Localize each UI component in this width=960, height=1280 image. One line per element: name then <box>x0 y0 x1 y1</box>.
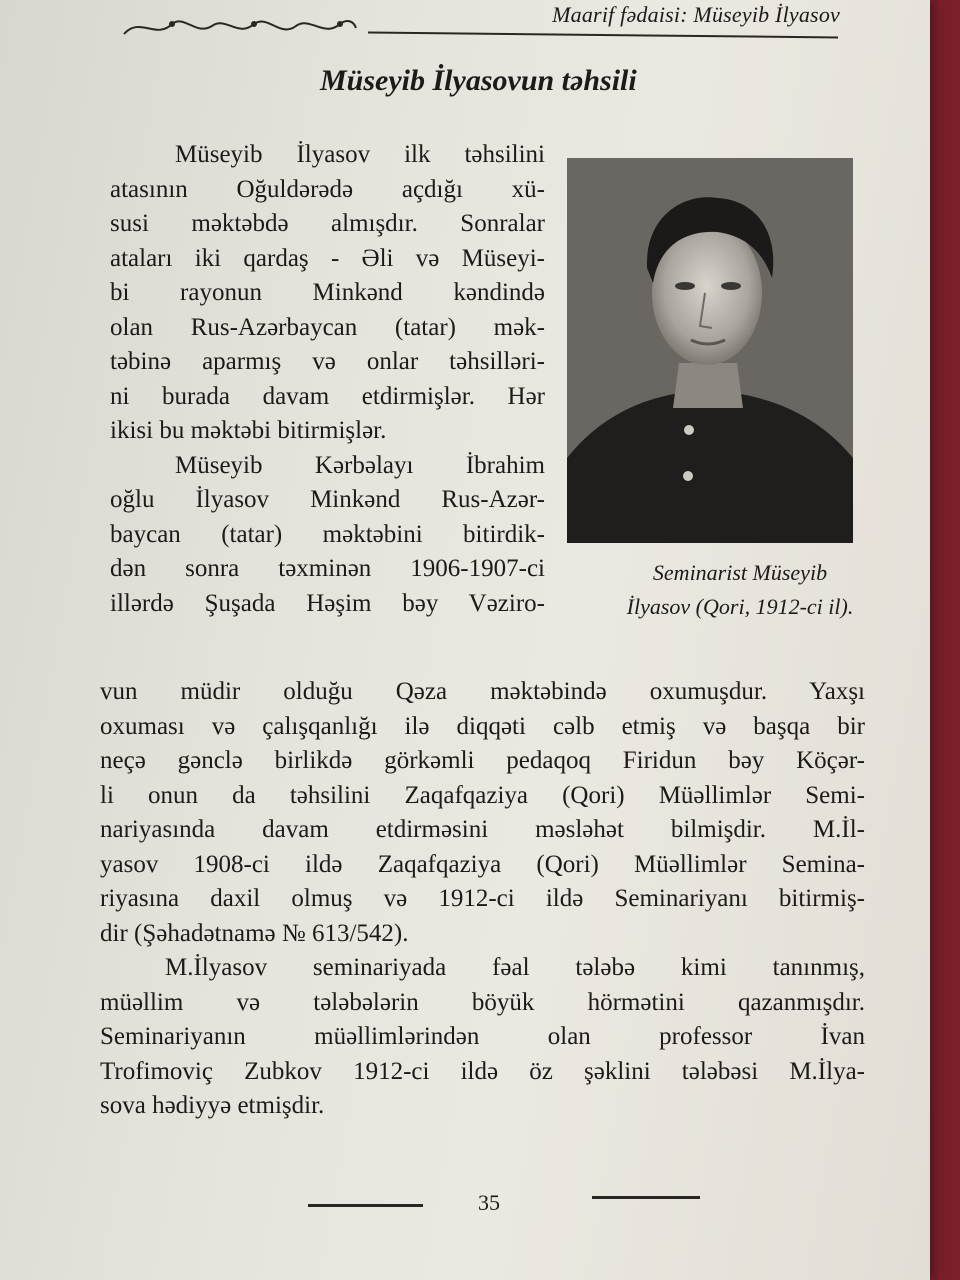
text-line: Trofimoviç Zubkov 1912-ci ildə öz şəklini tələbəsi M.İlya- <box>100 1057 865 1085</box>
portrait-photo-icon <box>567 158 853 543</box>
narrow-text-column <box>110 138 545 621</box>
footer-rule-right <box>592 1196 700 1199</box>
text-line: illərdə Şuşada Həşim bəy Vəziro- <box>110 589 545 617</box>
text-line: ikisi bu məktəbi bitirmişlər. <box>110 417 387 444</box>
text-line: M.İlyasov seminariyada fəal tələbə kimi tanınmış, <box>165 954 865 981</box>
text-line: Seminariyanın müəllimlərindən olan professor İvan <box>100 1023 865 1050</box>
text-line: ni burada davam etdirmişlər. Hər <box>110 382 545 410</box>
text-line: olan Rus-Azərbaycan (tatar) mək- <box>110 313 545 341</box>
text-line: vun müdir olduğu Qəza məktəbində oxumuşdur. Yaxşı <box>100 678 865 705</box>
page-number: 35 <box>478 1190 500 1215</box>
caption-line: İlyasov (Qori, 1912-ci il). <box>626 594 854 619</box>
photo-caption <box>600 556 880 624</box>
wide-text-column <box>100 675 865 1124</box>
text-line: Müseyib İlyasov ilk təhsilini <box>175 141 545 168</box>
text-line: riyasına daxil olmuş və 1912-ci ildə Seminariyanı bitirmiş- <box>100 885 865 912</box>
section-title: Müseyib İlyasovun təhsili <box>320 64 637 97</box>
ornament-flourish-icon <box>120 10 360 44</box>
caption-line: Seminarist Müseyib <box>652 560 828 585</box>
text-line: oxuması və çalışqanlığı ilə diqqəti cəlb etmiş və başqa bir <box>100 712 865 740</box>
text-line: oğlu İlyasov Minkənd Rus-Azər- <box>110 486 545 513</box>
text-line: dən sonra təxminən 1906-1907-ci <box>110 555 545 582</box>
text-line: susi məktəbdə almışdır. Sonralar <box>110 210 545 237</box>
footer-rule-left <box>308 1204 423 1207</box>
text-line: baycan (tatar) məktəbini bitirdik- <box>110 520 545 548</box>
text-line: li onun da təhsilini Zaqafqaziya (Qori) Müəllimlər Semi- <box>100 781 865 809</box>
text-line: ataları iki qardaş - Əli və Müseyi- <box>110 244 545 272</box>
text-line: yasov 1908-ci ildə Zaqafqaziya (Qori) Müəllimlər Semina- <box>100 850 865 878</box>
text-line: bi rayonun Minkənd kəndində <box>110 279 545 306</box>
text-line: atasının Oğuldərədə açdığı xü- <box>110 175 545 203</box>
text-line: neçə gənclə birlikdə görkəmli pedaqoq Firidun bəy Köçər- <box>100 747 865 774</box>
running-title: Maarif fədaisi: Müseyib İlyasov <box>552 2 840 27</box>
text-line: dir (Şəhadətnamə № 613/542). <box>100 919 409 947</box>
text-line: nariyasında davam etdirməsini məsləhət bilmişdir. M.İl- <box>100 816 865 843</box>
header-rule <box>368 32 838 39</box>
text-line: sova hədiyyə etmişdir. <box>100 1092 325 1119</box>
text-line: müəllim və tələbələrin böyük hörmətini qazanmışdır. <box>100 988 865 1016</box>
text-line: Müseyib Kərbəlayı İbrahim <box>175 451 545 479</box>
text-line: təbinə aparmış və onlar təhsilləri- <box>110 348 545 375</box>
